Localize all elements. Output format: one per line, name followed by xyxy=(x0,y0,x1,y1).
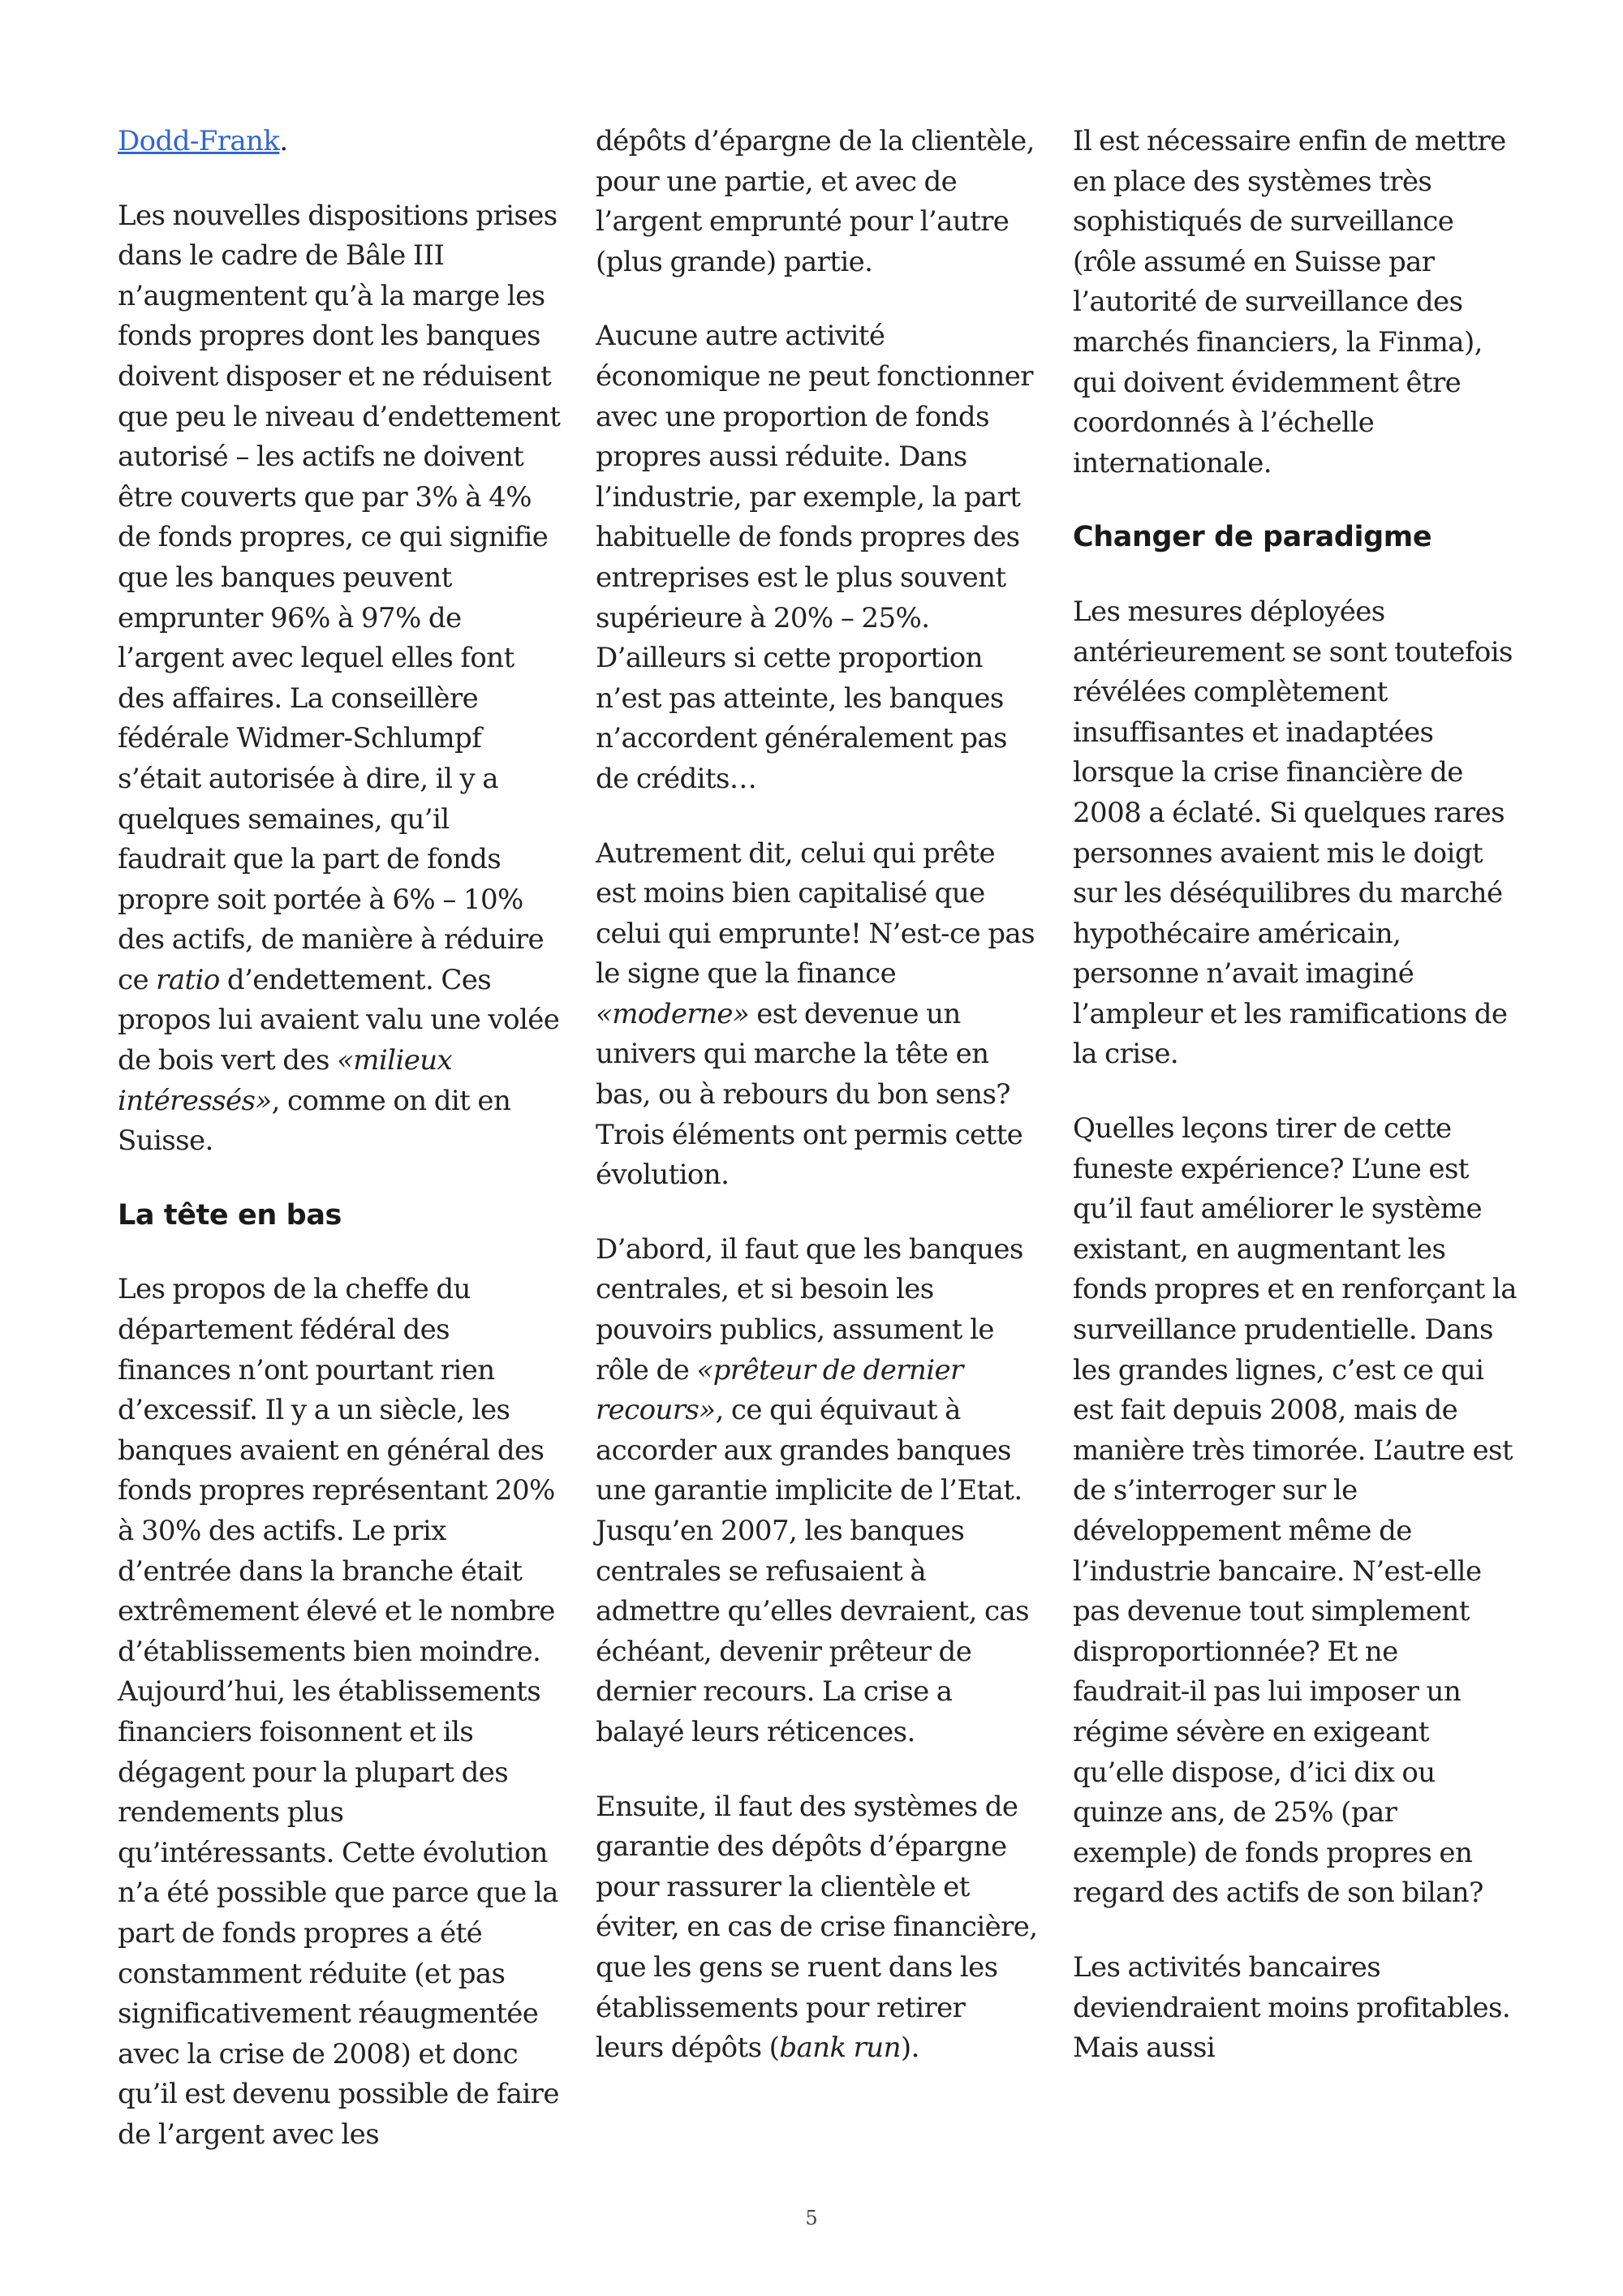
text-run: Les nouvelles dispositions prises dans le cadre de Bâle III n’augmentent qu’à la marge les fonds propres dont les banques doivent disposer et ne réduisent que peu le niveau d’endettement autorisé – les actifs ne doivent être couverts que par 3% à 4% de fonds propres, ce qui signifie que les banques peuvent emprunter 96% à 97% de l’argent avec lequel elles font des affaires. La conseillère fédérale Widmer-Schlumpf s’était autorisée à dire, il y a quelques semaines, qu’il faudrait que la part de fonds propre soit portée à 6% – 10% des actifs, de manière à réduire ce xyxy=(118,199,561,996)
italic-ratio: ratio xyxy=(156,963,220,996)
column-2 xyxy=(596,122,1040,2103)
paragraph-bale-iii xyxy=(118,196,562,1162)
text-run: ). xyxy=(900,2032,919,2065)
text-run: Autrement dit, celui qui prête est moins bien capitalisé que celui qui emprunte! N’est-ce pas le signe que la finance xyxy=(596,836,1035,991)
paragraph-aucune-activite: Aucune autre activité économique ne peut fonctionner avec une proportion de fonds propres aussi réduite. Dans l’industrie, par exemple, la part habituelle de fonds propres des entreprises est le plus souvent supérieure à 20% – 25%. D’ailleurs si cette proportion n’est pas atteinte, les banques n’accordent généralement pas de crédits… xyxy=(596,320,1033,795)
italic-milieux: «milieux intéressés» xyxy=(118,1044,453,1117)
dodd-frank-link[interactable]: Dodd-Frank xyxy=(118,125,280,157)
page-number: 5 xyxy=(805,2207,818,2229)
paragraph-cheffe-departement: Les propos de la cheffe du département fédéral des finances n’ont pourtant rien d’excessif. Il y a un siècle, les banques avaient en général des fonds propres représentant 20% à 30% des actifs. Le prix d’entrée dans la branche était extrêmement élevé et le nombre d’établissements bien moindre. Aujourd’hui, les établissements financiers foisonnent et ils dégagent pour la plupart des rendements plus qu’intéressants. Cette évolution n’a été possible que parce que la part de fonds propres a été constamment réduite (et pas significativement réaugmentée avec la crise de 2008) et donc qu’il est devenu possible de faire de l’argent avec les xyxy=(118,1273,559,2151)
link-paragraph xyxy=(118,122,562,162)
paragraph-depots-epargne: dépôts d’épargne de la clientèle, pour une partie, et avec de l’argent emprunté pour l’autre (plus grande) partie. xyxy=(596,125,1035,278)
italic-moderne: «moderne» xyxy=(596,997,750,1030)
paragraph-ensuite xyxy=(596,1787,1040,2069)
column-1 xyxy=(118,122,562,2190)
paragraph-autrement-dit xyxy=(596,834,1040,1196)
text-run: , comme on dit en Suisse. xyxy=(118,1084,511,1158)
link-suffix: . xyxy=(279,125,288,157)
section-heading-tete-en-bas: La tête en bas xyxy=(118,1198,342,1232)
paragraph-dabord xyxy=(596,1230,1040,1753)
italic-preteur: «prêteur de dernier recours» xyxy=(596,1353,963,1427)
text-run: Ensuite, il faut des systèmes de garantie des dépôts d’épargne pour rassurer la clientèle et éviter, en cas de crise financière, que les gens se ruent dans les établissements pour retirer leurs dépôts ( xyxy=(596,1790,1038,2065)
paragraph-mesures-deployees: Les mesures déployées antérieurement se sont toutefois révélées complètement insuffisantes et inadaptées lorsque la crise financière de 2008 a éclaté. Si quelques rares personnes avaient mis le doigt sur les déséquilibres du marché hypothécaire américain, personne n’avait imaginé l’ampleur et les ramifications de la crise. xyxy=(1073,595,1513,1071)
text-run: d’endettement. Ces propos lui avaient valu une volée de bois vert des xyxy=(118,963,560,1077)
italic-bank-run: bank run xyxy=(779,2032,901,2065)
paragraph-surveillance: Il est nécessaire enfin de mettre en place des systèmes très sophistiqués de surveillance (rôle assumé en Suisse par l’autorité de surveillance des marchés financiers, la Finma), qui doivent évidemment être coordonnés à l’échelle internationale. xyxy=(1073,125,1506,479)
text-run: , ce qui équivaut à accorder aux grandes banques une garantie implicite de l’Etat. Jusqu’en 2007, les banques centrales se refusaient à admettre qu’elles devraient, cas échéant, devenir prêteur de dernier recours. La crise a balayé leurs réticences. xyxy=(596,1394,1029,1748)
text-run: D’abord, il faut que les banques centrales, et si besoin les pouvoirs publics, assument le rôle de xyxy=(596,1232,1023,1387)
paragraph-activites-bancaires: Les activités bancaires deviendraient moins profitables. Mais aussi xyxy=(1073,1950,1511,2065)
text-run: est devenue un univers qui marche la tête en bas, ou à rebours du bon sens? Trois éléments ont permis cette évolution. xyxy=(596,997,1023,1192)
paragraph-quelles-lecons: Quelles leçons tirer de cette funeste expérience? L’une est qu’il faut améliorer le système existant, en augmentant les fonds propres et en renforçant la surveillance prudentielle. Dans les grandes lignes, c’est ce qui est fait depuis 2008, mais de manière très timorée. L’autre est de s’interroger sur le développement même de l’industrie bancaire. N’est-elle pas devenue tout simplement disproportionnée? Et ne faudrait-il pas lui imposer un régime sévère en exigeant qu’elle dispose, d’ici dix ou quinze ans, de 25% (par exemple) de fonds propres en regard des actifs de son bilan? xyxy=(1073,1112,1517,1910)
section-heading-changer-paradigme: Changer de paradigme xyxy=(1073,521,1432,554)
column-3 xyxy=(1073,122,1518,2103)
